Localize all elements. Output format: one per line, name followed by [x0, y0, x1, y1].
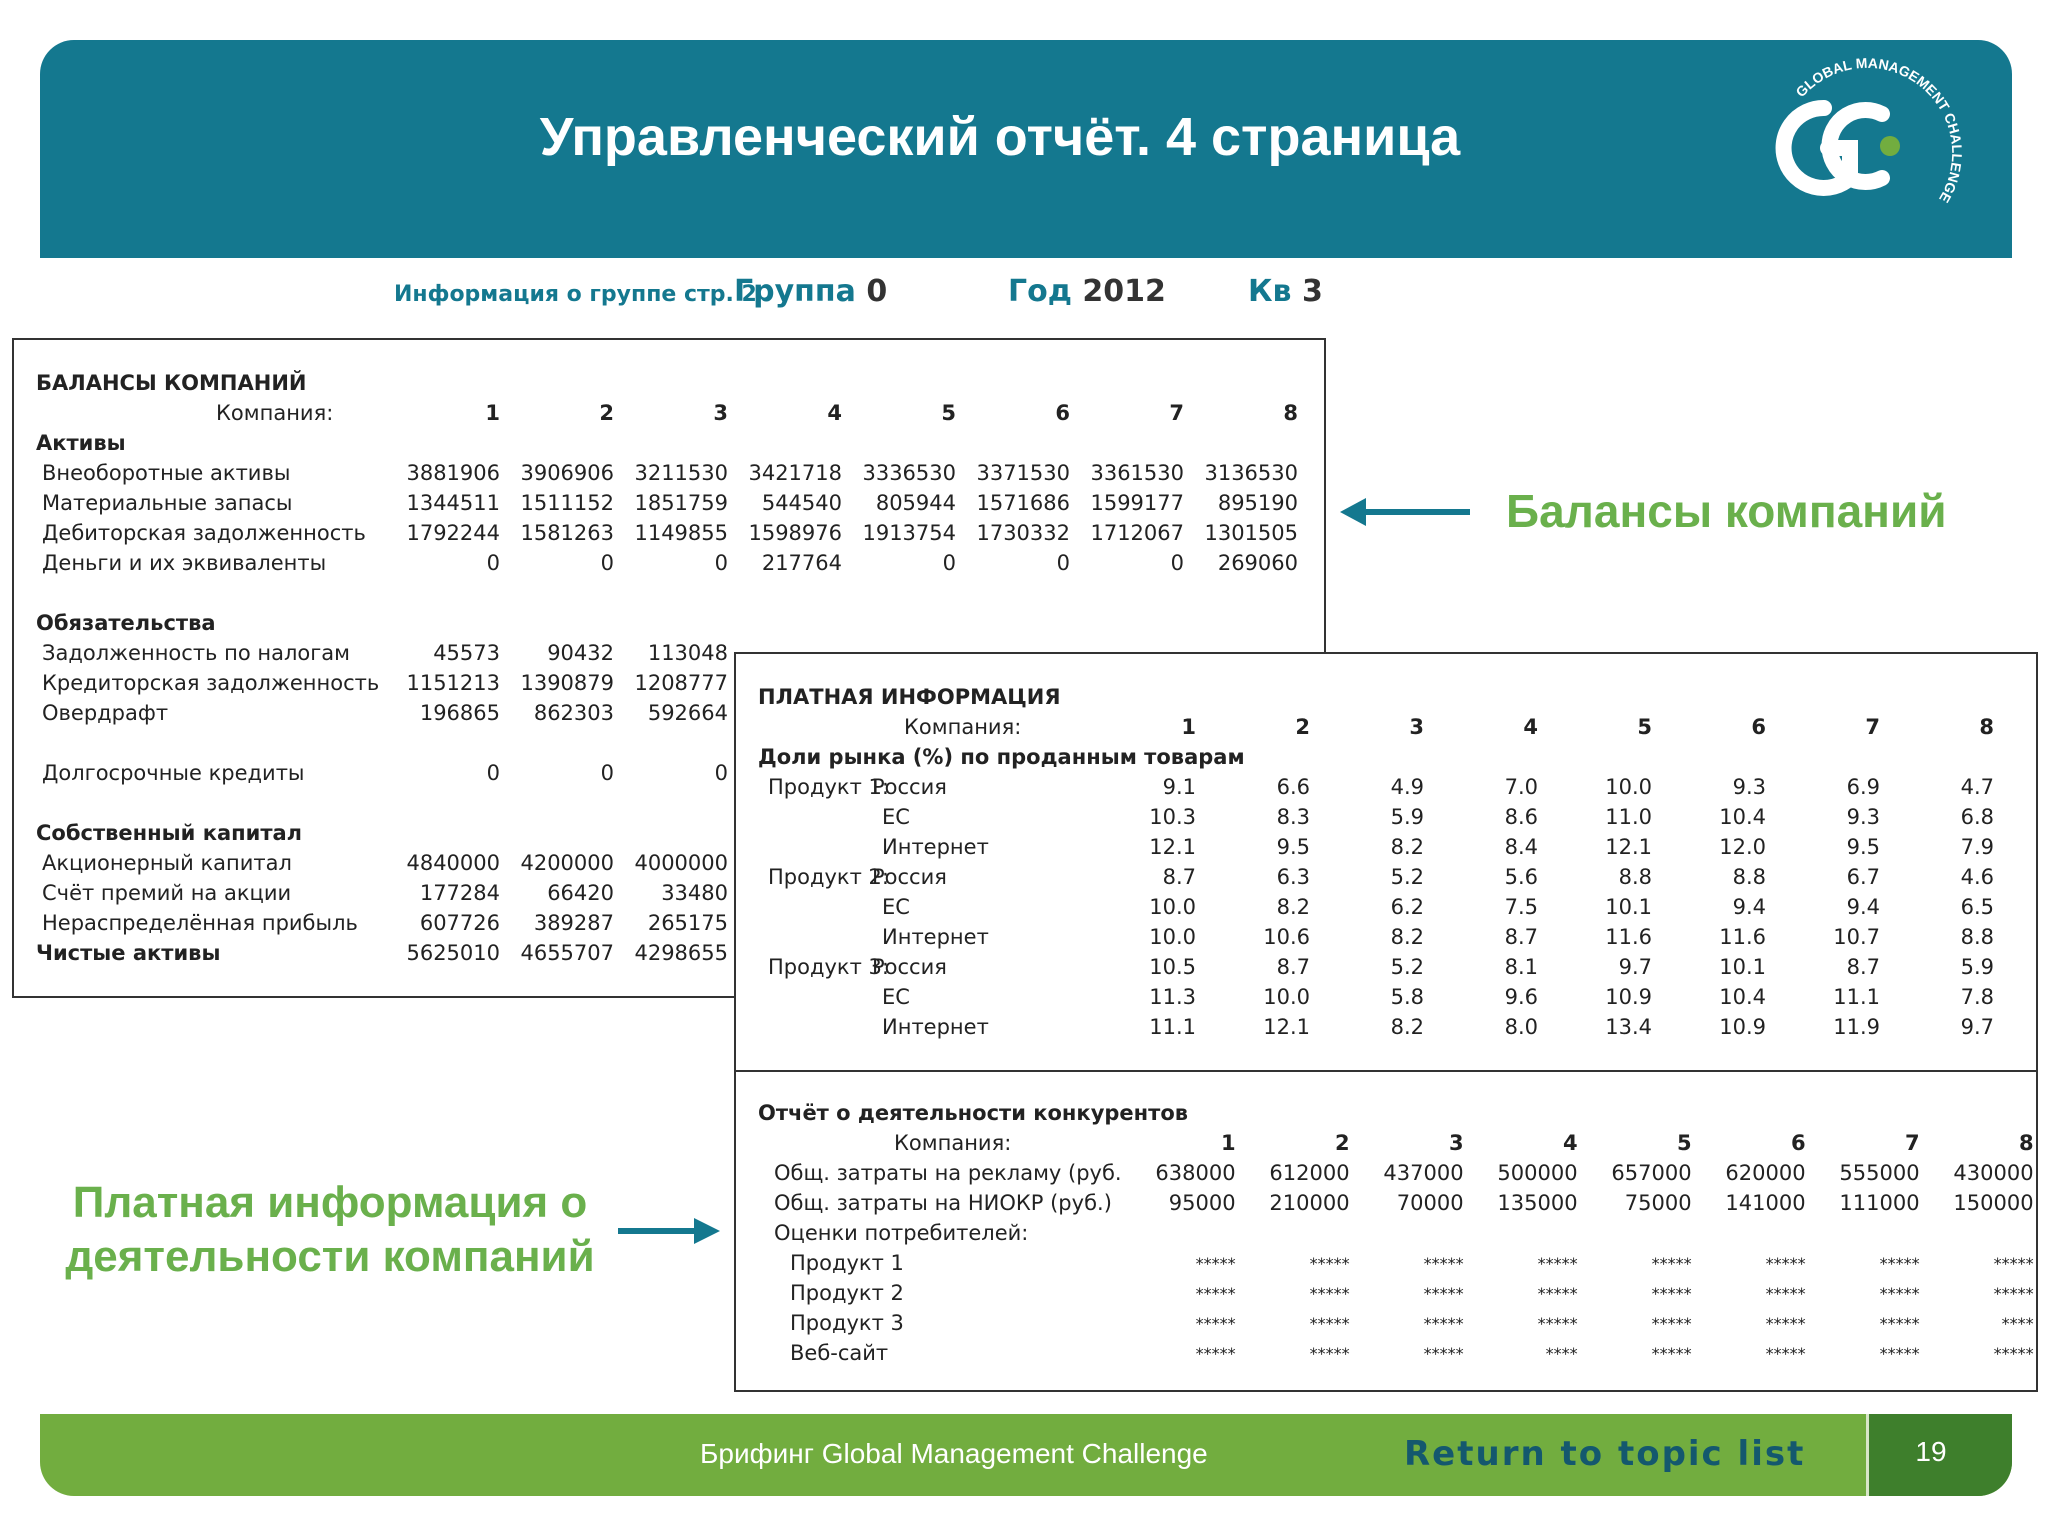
paid-company-header-row: Компания: 1 2 3 4 5 6 7 8 — [904, 715, 1994, 739]
cell-value: 45573 — [433, 641, 500, 665]
cell-value: 95000 — [1168, 1191, 1236, 1215]
cell-value: 4.6 — [1960, 865, 1994, 889]
cell-value: ***** — [1423, 1253, 1464, 1273]
table-row — [758, 952, 1994, 982]
cell-value: 592664 — [647, 701, 728, 725]
cell-value: 8.2 — [1276, 895, 1310, 919]
cell-value: 8.1 — [1504, 955, 1538, 979]
paid-info-callout: Платная информация о деятельности компаний — [65, 1178, 595, 1281]
product-label: Продукт 1: — [768, 775, 889, 799]
cell-value: 8.2 — [1390, 835, 1424, 859]
row-label — [758, 922, 1082, 952]
arrow-left-icon — [1340, 494, 1474, 530]
ratings-heading: Оценки потребителей: — [774, 1221, 1029, 1245]
row-label — [758, 862, 1082, 892]
competitors-company-header-row: Компания: 1 2 3 4 5 6 7 8 — [894, 1131, 2034, 1155]
cell-value: ***** — [1195, 1253, 1236, 1273]
cell-value: ***** — [1423, 1313, 1464, 1333]
cell-value: ***** — [1309, 1283, 1350, 1303]
cell-value: 10.6 — [1263, 925, 1310, 949]
market-share-heading: Доли рынка (%) по проданным товарам — [758, 745, 1245, 769]
cell-value: 8.7 — [1276, 955, 1310, 979]
product-label: Продукт 2: — [768, 865, 889, 889]
cell-value: 7.0 — [1504, 775, 1538, 799]
row-label: Кредиторская задолженность — [42, 671, 380, 695]
cell-value: 1511152 — [520, 491, 614, 515]
cell-value: 1390879 — [520, 671, 614, 695]
cell-value: **** — [2001, 1313, 2034, 1333]
cell-value: 9.3 — [1732, 775, 1766, 799]
cell-value: 8.7 — [1162, 865, 1196, 889]
market-label: ЕС — [882, 895, 910, 919]
table-row — [758, 1248, 2034, 1278]
cell-value: 10.4 — [1719, 985, 1766, 1009]
cell-value: 1151213 — [406, 671, 500, 695]
table-row — [758, 922, 1994, 952]
cell-value: 9.5 — [1276, 835, 1310, 859]
cell-value: 4200000 — [520, 851, 614, 875]
cell-value: 9.7 — [1960, 1015, 1994, 1039]
cell-value: 4.7 — [1960, 775, 1994, 799]
cell-value: 6.7 — [1846, 865, 1880, 889]
cell-value: 10.3 — [1149, 805, 1196, 829]
cell-value: 638000 — [1155, 1161, 1236, 1185]
liabilities-heading: Обязательства — [36, 611, 216, 635]
group-value: 0 — [866, 274, 888, 309]
cell-value: 1301505 — [1204, 521, 1298, 545]
logo-ring-text: GLOBAL MANAGEMENT CHALLENGE — [1792, 58, 1966, 206]
group-indicator — [734, 274, 887, 309]
footer-bar — [40, 1414, 2012, 1496]
cell-value: 11.0 — [1605, 805, 1652, 829]
cell-value: 4.9 — [1390, 775, 1424, 799]
cell-value: 0 — [486, 761, 500, 785]
return-to-topic-list-link[interactable]: Return to topic list — [1404, 1434, 1806, 1474]
table-row — [36, 458, 1298, 488]
table-row — [758, 1338, 2034, 1368]
cell-value: 269060 — [1217, 551, 1298, 575]
cell-value: 1598976 — [748, 521, 842, 545]
cell-value: 5.2 — [1390, 955, 1424, 979]
cell-value: ***** — [1537, 1253, 1578, 1273]
market-label: Интернет — [882, 925, 989, 949]
cell-value: 6.3 — [1276, 865, 1310, 889]
cell-value: 1149855 — [634, 521, 728, 545]
cell-value: 895190 — [1217, 491, 1298, 515]
cell-value: 8.2 — [1390, 1015, 1424, 1039]
cell-value: 607726 — [419, 911, 500, 935]
table-row — [758, 1158, 2034, 1188]
cell-value: 8.8 — [1960, 925, 1994, 949]
cell-value: ***** — [1879, 1313, 1920, 1333]
cell-value: 6.5 — [1960, 895, 1994, 919]
year-label: Год — [1008, 274, 1072, 309]
cell-value: ***** — [1993, 1253, 2034, 1273]
row-label: Общ. затраты на НИОКР (руб.) — [774, 1191, 1112, 1215]
cell-value: 10.4 — [1719, 805, 1766, 829]
cell-value: ***** — [1651, 1283, 1692, 1303]
cell-value: 0 — [714, 761, 728, 785]
cell-value: 1712067 — [1090, 521, 1184, 545]
table-row — [758, 1278, 2034, 1308]
cell-value: 8.8 — [1618, 865, 1652, 889]
cell-value: 3211530 — [634, 461, 728, 485]
cell-value: 8.2 — [1390, 925, 1424, 949]
paid-info-panel — [734, 652, 2038, 1392]
cell-value: ***** — [1651, 1343, 1692, 1363]
cell-value: 3361530 — [1090, 461, 1184, 485]
market-label: Россия — [872, 865, 947, 889]
cell-value: **** — [1545, 1343, 1578, 1363]
year-value: 2012 — [1082, 274, 1166, 309]
cell-value: ***** — [1195, 1283, 1236, 1303]
cell-value: ***** — [1195, 1313, 1236, 1333]
cell-value: 544540 — [761, 491, 842, 515]
cell-value: ***** — [1651, 1253, 1692, 1273]
header-banner — [40, 40, 2012, 258]
table-row — [36, 488, 1298, 518]
cell-value: 12.1 — [1605, 835, 1652, 859]
table-row — [36, 548, 1298, 578]
equity-heading: Собственный капитал — [36, 821, 303, 845]
competitors-title: Отчёт о деятельности конкурентов — [758, 1101, 1189, 1125]
cell-value: 805944 — [875, 491, 956, 515]
cell-value: 12.0 — [1719, 835, 1766, 859]
footer-briefing: Брифинг Global Management Challenge — [700, 1438, 1208, 1469]
cell-value: 265175 — [647, 911, 728, 935]
row-label — [758, 892, 1082, 922]
cell-value: 555000 — [1839, 1161, 1920, 1185]
row-label: Акционерный капитал — [42, 851, 292, 875]
cell-value: ***** — [1765, 1253, 1806, 1273]
cell-value: 11.6 — [1719, 925, 1766, 949]
cell-value: 8.7 — [1504, 925, 1538, 949]
cell-value: 1571686 — [976, 491, 1070, 515]
cell-value: 4298655 — [634, 941, 728, 965]
cell-value: ***** — [1537, 1283, 1578, 1303]
cell-value: ***** — [1537, 1313, 1578, 1333]
cell-value: ***** — [1765, 1283, 1806, 1303]
group-label: Группа — [734, 274, 856, 309]
cell-value: 12.1 — [1263, 1015, 1310, 1039]
cell-value: 4000000 — [634, 851, 728, 875]
cell-value: 3906906 — [520, 461, 614, 485]
cell-value: 9.5 — [1846, 835, 1880, 859]
cell-value: ***** — [1309, 1253, 1350, 1273]
cell-value: 75000 — [1624, 1191, 1692, 1215]
cell-value: 0 — [600, 551, 614, 575]
cell-value: 1913754 — [862, 521, 956, 545]
table-row — [758, 772, 1994, 802]
row-label: Деньги и их эквиваленты — [42, 551, 327, 575]
page-title: Управленческий отчёт. 4 страница — [539, 107, 1461, 167]
cell-value: 3371530 — [976, 461, 1070, 485]
cell-value: 66420 — [547, 881, 614, 905]
table-row — [758, 862, 1994, 892]
cell-value: 8.8 — [1732, 865, 1766, 889]
cell-value: 10.0 — [1263, 985, 1310, 1009]
cell-value: 5.2 — [1390, 865, 1424, 889]
table-row — [758, 832, 1994, 862]
cell-value: 0 — [486, 551, 500, 575]
row-label: Задолженность по налогам — [42, 641, 350, 665]
cell-value: 1599177 — [1090, 491, 1184, 515]
cell-value: 3881906 — [406, 461, 500, 485]
cell-value: 862303 — [533, 701, 614, 725]
cell-value: 1344511 — [406, 491, 500, 515]
competitors-table — [758, 1098, 2034, 1368]
cell-value: 8.0 — [1504, 1015, 1538, 1039]
cell-value: 8.7 — [1846, 955, 1880, 979]
cell-value: ***** — [1765, 1313, 1806, 1333]
cell-value: 11.1 — [1833, 985, 1880, 1009]
cell-value: 9.4 — [1732, 895, 1766, 919]
cell-value: 3421718 — [748, 461, 842, 485]
row-label: Продукт 1 — [790, 1251, 904, 1275]
cell-value: ***** — [1309, 1343, 1350, 1363]
cell-value: ***** — [1993, 1283, 2034, 1303]
gmc-logo — [1732, 58, 1972, 238]
cell-value: 4655707 — [520, 941, 614, 965]
cell-value: 70000 — [1396, 1191, 1464, 1215]
row-label — [758, 772, 1082, 802]
cell-value: 150000 — [1953, 1191, 2034, 1215]
cell-value: 6.6 — [1276, 775, 1310, 799]
table-row — [758, 1012, 1994, 1042]
cell-value: 33480 — [661, 881, 728, 905]
cell-value: 13.4 — [1605, 1015, 1652, 1039]
cell-value: 9.4 — [1846, 895, 1880, 919]
cell-value: 5.9 — [1960, 955, 1994, 979]
cell-value: 0 — [600, 761, 614, 785]
cell-value: 6.9 — [1846, 775, 1880, 799]
cell-value: ***** — [1879, 1283, 1920, 1303]
quarter-indicator — [1248, 274, 1323, 309]
cell-value: ***** — [1423, 1343, 1464, 1363]
cell-value: 10.0 — [1149, 895, 1196, 919]
market-share-table — [758, 682, 1994, 1042]
cell-value: 196865 — [419, 701, 500, 725]
cell-value: 9.1 — [1162, 775, 1196, 799]
cell-value: 5625010 — [406, 941, 500, 965]
cell-value: 12.1 — [1149, 835, 1196, 859]
cell-value: 6.8 — [1960, 805, 1994, 829]
cell-value: 657000 — [1611, 1161, 1692, 1185]
cell-value: 10.9 — [1605, 985, 1652, 1009]
cell-value: ***** — [1651, 1313, 1692, 1333]
spend-rows — [758, 1158, 2034, 1218]
cell-value: 389287 — [533, 911, 614, 935]
cell-value: 90432 — [547, 641, 614, 665]
cell-value: 5.8 — [1390, 985, 1424, 1009]
cell-value: 113048 — [647, 641, 728, 665]
market-label: ЕС — [882, 805, 910, 829]
row-label: Счёт премий на акции — [42, 881, 292, 905]
cell-value: 10.1 — [1719, 955, 1766, 979]
row-label — [758, 952, 1082, 982]
cell-value: 11.6 — [1605, 925, 1652, 949]
cell-value: 0 — [1056, 551, 1070, 575]
cell-value: ***** — [1879, 1253, 1920, 1273]
cell-value: 5.6 — [1504, 865, 1538, 889]
cell-value: 111000 — [1839, 1191, 1920, 1215]
row-label — [758, 802, 1082, 832]
cell-value: 1730332 — [976, 521, 1070, 545]
market-label: Россия — [872, 775, 947, 799]
row-label: Нераспределённая прибыль — [42, 911, 358, 935]
market-label: ЕС — [882, 985, 910, 1009]
table-row — [758, 802, 1994, 832]
cell-value: 10.7 — [1833, 925, 1880, 949]
row-label — [758, 1012, 1082, 1042]
table-row — [758, 1188, 2034, 1218]
cell-value: 7.9 — [1960, 835, 1994, 859]
cell-value: 11.1 — [1149, 1015, 1196, 1039]
year-indicator — [1008, 274, 1166, 309]
cell-value: ***** — [1309, 1313, 1350, 1333]
page-number: 19 — [1915, 1436, 1947, 1467]
cell-value: 7.5 — [1504, 895, 1538, 919]
cell-value: 10.0 — [1605, 775, 1652, 799]
cell-value: ***** — [1765, 1343, 1806, 1363]
row-label — [758, 832, 1082, 862]
market-label: Россия — [872, 955, 947, 979]
section-divider — [736, 1070, 2036, 1072]
group-info-link[interactable]: Информация о группе стр. 2 — [394, 282, 757, 307]
cell-value: 10.9 — [1719, 1015, 1766, 1039]
cell-value: 210000 — [1269, 1191, 1350, 1215]
cell-value: 7.8 — [1960, 985, 1994, 1009]
cell-value: 10.0 — [1149, 925, 1196, 949]
cell-value: 10.5 — [1149, 955, 1196, 979]
ratings-rows — [758, 1248, 2034, 1368]
cell-value: 10.1 — [1605, 895, 1652, 919]
balances-callout: Балансы компаний — [1506, 485, 1947, 537]
cell-value: ***** — [1879, 1343, 1920, 1363]
quarter-value: 3 — [1301, 274, 1323, 309]
cell-value: ***** — [1423, 1283, 1464, 1303]
row-label: Долгосрочные кредиты — [42, 761, 305, 785]
market-label: Интернет — [882, 1015, 989, 1039]
cell-value: ***** — [1993, 1343, 2034, 1363]
cell-value: 1208777 — [634, 671, 728, 695]
market-share-rows — [758, 772, 1994, 1042]
page-number-box — [1866, 1414, 2012, 1496]
cell-value: 620000 — [1725, 1161, 1806, 1185]
cell-value: 5.9 — [1390, 805, 1424, 829]
cell-value: 3136530 — [1204, 461, 1298, 485]
balances-title: БАЛАНСЫ КОМПАНИЙ — [36, 371, 307, 395]
row-label: Общ. затраты на рекламу (руб. — [774, 1161, 1122, 1185]
cell-value: 500000 — [1497, 1161, 1578, 1185]
company-header-row: Компания: 1 2 3 4 5 6 7 8 — [216, 401, 1298, 425]
market-label: Интернет — [882, 835, 989, 859]
table-row — [758, 892, 1994, 922]
cell-value: 612000 — [1269, 1161, 1350, 1185]
cell-value: 0 — [714, 551, 728, 575]
row-label: Продукт 2 — [790, 1281, 904, 1305]
row-label: Чистые активы — [36, 941, 221, 965]
cell-value: 1792244 — [406, 521, 500, 545]
paid-info-title: ПЛАТНАЯ ИНФОРМАЦИЯ — [758, 685, 1061, 709]
cell-value: 1581263 — [520, 521, 614, 545]
row-label: Веб-сайт — [790, 1341, 889, 1365]
cell-value: 9.6 — [1504, 985, 1538, 1009]
product-label: Продукт 3: — [768, 955, 889, 979]
table-row — [758, 1308, 2034, 1338]
cell-value: 6.2 — [1390, 895, 1424, 919]
assets-heading: Активы — [36, 431, 126, 455]
cell-value: 11.9 — [1833, 1015, 1880, 1039]
cell-value: 1851759 — [634, 491, 728, 515]
row-label: Дебиторская задолженность — [42, 521, 366, 545]
cell-value: 430000 — [1953, 1161, 2034, 1185]
quarter-label: Кв — [1248, 274, 1292, 309]
cell-value: 4840000 — [406, 851, 500, 875]
cell-value: 11.3 — [1149, 985, 1196, 1009]
table-row — [758, 982, 1994, 1012]
cell-value: ***** — [1195, 1343, 1236, 1363]
table-row — [36, 518, 1298, 548]
cell-value: 217764 — [761, 551, 842, 575]
cell-value: 8.3 — [1276, 805, 1310, 829]
row-label: Материальные запасы — [42, 491, 293, 515]
cell-value: 0 — [942, 551, 956, 575]
cell-value: 9.3 — [1846, 805, 1880, 829]
row-label: Внеоборотные активы — [42, 461, 291, 485]
row-label: Продукт 3 — [790, 1311, 904, 1335]
cell-value: 135000 — [1497, 1191, 1578, 1215]
cell-value: 9.7 — [1618, 955, 1652, 979]
row-label — [758, 982, 1082, 1012]
assets-rows — [36, 458, 1298, 578]
cell-value: 141000 — [1725, 1191, 1806, 1215]
arrow-right-icon — [616, 1214, 722, 1248]
cell-value: 0 — [1170, 551, 1184, 575]
cell-value: 177284 — [419, 881, 500, 905]
cell-value: 8.4 — [1504, 835, 1538, 859]
row-label: Овердрафт — [42, 701, 169, 725]
cell-value: 3336530 — [862, 461, 956, 485]
cell-value: 8.6 — [1504, 805, 1538, 829]
cell-value: 437000 — [1383, 1161, 1464, 1185]
